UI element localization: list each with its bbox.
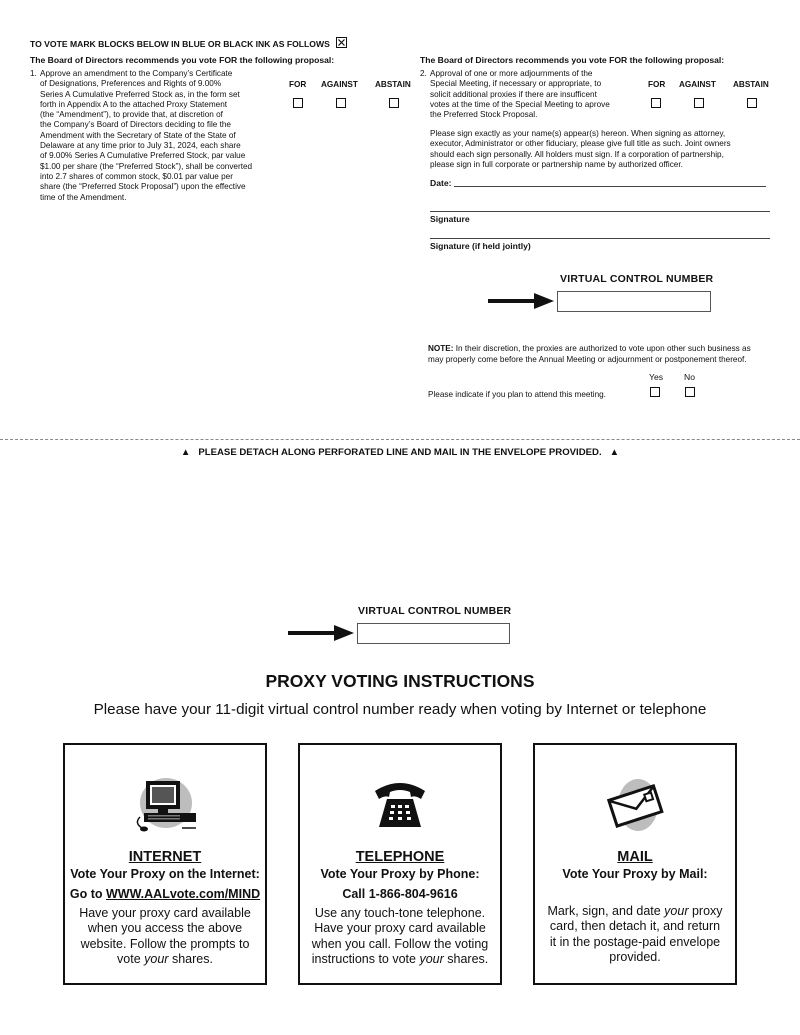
note-text: NOTE: In their discretion, the proxies are authorized to vote upon other such business as may properly come before the Annual Meeting or adjournment or postponement thereof. [428, 344, 751, 364]
computer-icon [130, 773, 200, 835]
bottom-vcn-box[interactable] [357, 623, 510, 644]
right-against-label: AGAINST [679, 80, 716, 89]
left-proposal-line: of Designations, Preferences and Rights of 9.00% [40, 79, 222, 89]
left-board-header: The Board of Directors recommends you vote FOR the following proposal: [30, 55, 335, 65]
right-board-header: The Board of Directors recommends you vote FOR the following proposal: [420, 55, 725, 65]
left-proposal-number: 1. [30, 69, 37, 78]
right-for-checkbox[interactable] [651, 98, 661, 108]
signature-label: Signature [430, 214, 470, 224]
bottom-arrow-icon [288, 624, 356, 642]
signing-instructions [430, 129, 772, 170]
top-vcn-label: VIRTUAL CONTROL NUMBER [560, 273, 714, 285]
right-proposal-line: Approval of one or more adjournments of the [430, 69, 593, 78]
left-proposal-line: Approve an amendment to the Company’s Certificate [40, 69, 233, 78]
right-against-checkbox[interactable] [694, 98, 704, 108]
attend-no-checkbox[interactable] [685, 387, 695, 397]
instructions-title: PROXY VOTING INSTRUCTIONS [265, 671, 535, 691]
left-proposal-line: of 9.00% Series A Cumulative Preferred Stock, par value [40, 151, 246, 161]
left-against-label: AGAINST [321, 80, 358, 89]
mail-subtitle: Vote Your Proxy by Mail: [562, 867, 708, 881]
telephone-body: Use any touch-tone telephone. Have your proxy card available when you call. Follow the voting instructions to vote your shares. [311, 906, 489, 966]
attend-yes-checkbox[interactable] [650, 387, 660, 397]
telephone-card [298, 743, 502, 985]
envelope-icon [600, 773, 670, 835]
signature-joint-label: Signature (if held jointly) [430, 241, 531, 251]
signature-line[interactable] [430, 211, 770, 212]
internet-subtitle: Vote Your Proxy on the Internet: [70, 867, 260, 881]
left-proposal-line: time of the Amendment. [40, 192, 127, 202]
yes-label: Yes [649, 372, 664, 382]
right-proposal-line: votes at the time of the Special Meeting to aprove [430, 99, 610, 109]
telephone-title: TELEPHONE [355, 849, 445, 865]
internet-url-link[interactable]: WWW.AALvote.com/MIND [105, 887, 261, 901]
left-proposal-line: Series A Cumulative Preferred Stock as, in the form set [40, 89, 240, 99]
up-triangle-icon: ▲ [609, 447, 620, 458]
right-proposal-text [430, 69, 636, 120]
sign-instructions-line: executor, Administrator or other fiduciary, please give full title as such. Joint owners [430, 139, 731, 149]
internet-card [63, 743, 267, 985]
left-against-checkbox[interactable] [336, 98, 346, 108]
right-abstain-checkbox[interactable] [747, 98, 757, 108]
left-for-checkbox[interactable] [293, 98, 303, 108]
telephone-icon [365, 773, 435, 835]
internet-body: Have your proxy card available when you access the above website. Follow the prompts to vote your shares. [79, 906, 251, 966]
date-label: Date: [430, 178, 452, 188]
x-box-example-icon [336, 37, 347, 48]
left-proposal-line: into 2.7 shares of common stock, $0.01 par value per [40, 171, 233, 181]
right-for-label: FOR [648, 80, 666, 89]
attend-text: Please indicate if you plan to attend this meeting. [428, 390, 606, 399]
bottom-vcn-label: VIRTUAL CONTROL NUMBER [358, 605, 512, 617]
right-proposal-line: the Preferred Stock Proposal. [430, 110, 538, 120]
instructions-subtitle: Please have your 11-digit virtual control number ready when voting by Internet or telephone [93, 701, 707, 718]
left-abstain-label: ABSTAIN [375, 80, 411, 89]
left-abstain-checkbox[interactable] [389, 98, 399, 108]
sign-instructions-line: should each sign personally. All holders must sign. If a corporation of partnership, [430, 149, 724, 159]
sign-instructions-line: Please sign exactly as your name(s) appear(s) hereon. When signing as attorney, [430, 129, 726, 138]
left-proposal-line: the Company’s Board of Directors deciding to file the [40, 120, 231, 130]
left-proposal-line: Delaware at any time prior to July 31, 2024, each share [40, 141, 241, 151]
left-proposal-text [40, 69, 276, 203]
perforation-line [0, 439, 800, 440]
top-vcn-box[interactable] [557, 291, 711, 312]
right-proposal-line: Special Meeting, if necessary or appropriate, to [430, 79, 602, 89]
signature-joint-line[interactable] [430, 238, 770, 239]
left-for-label: FOR [289, 80, 307, 89]
left-proposal-line: forth in Appendix A to the attached Proxy Statement [40, 99, 228, 109]
mail-title: MAIL [617, 849, 653, 865]
internet-goto: Go to WWW.AALvote.com/MIND [69, 887, 261, 901]
no-label: No [684, 372, 695, 382]
internet-title: INTERNET [128, 849, 202, 865]
right-proposal-line: solicit additional proxies if there are insufficent [430, 89, 597, 99]
sign-instructions-line: please sign in full corporate or partnership name by authorized officer. [430, 159, 683, 169]
telephone-call-line: Call 1-866-804-9616 [342, 887, 458, 901]
left-proposal-line: share (the “Preferred Stock Proposal”) upon the effective [40, 182, 246, 192]
left-proposal-line: $1.00 per share (the “Preferred Stock”), shall be converted [40, 161, 253, 171]
top-instruction: TO VOTE MARK BLOCKS BELOW IN BLUE OR BLACK INK AS FOLLOWS [30, 36, 347, 49]
mail-body: Mark, sign, and date your proxy card, then detach it, and return it in the postage-paid envelope provided. [547, 904, 723, 964]
date-line[interactable] [454, 186, 766, 187]
right-abstain-label: ABSTAIN [733, 80, 769, 89]
detach-notice: ▲ PLEASE DETACH ALONG PERFORATED LINE AND MAIL IN THE ENVELOPE PROVIDED. ▲ [180, 447, 620, 458]
left-proposal-line: (the “Amendment”), to provide that, at discretion of [40, 110, 223, 120]
left-proposal-line: Amendment with the Secretary of State of the State of [40, 130, 236, 140]
up-triangle-icon: ▲ [180, 447, 191, 458]
right-proposal-number: 2. [420, 69, 427, 78]
top-arrow-icon [488, 292, 556, 310]
mail-card [533, 743, 737, 985]
telephone-subtitle: Vote Your Proxy by Phone: [320, 867, 480, 881]
